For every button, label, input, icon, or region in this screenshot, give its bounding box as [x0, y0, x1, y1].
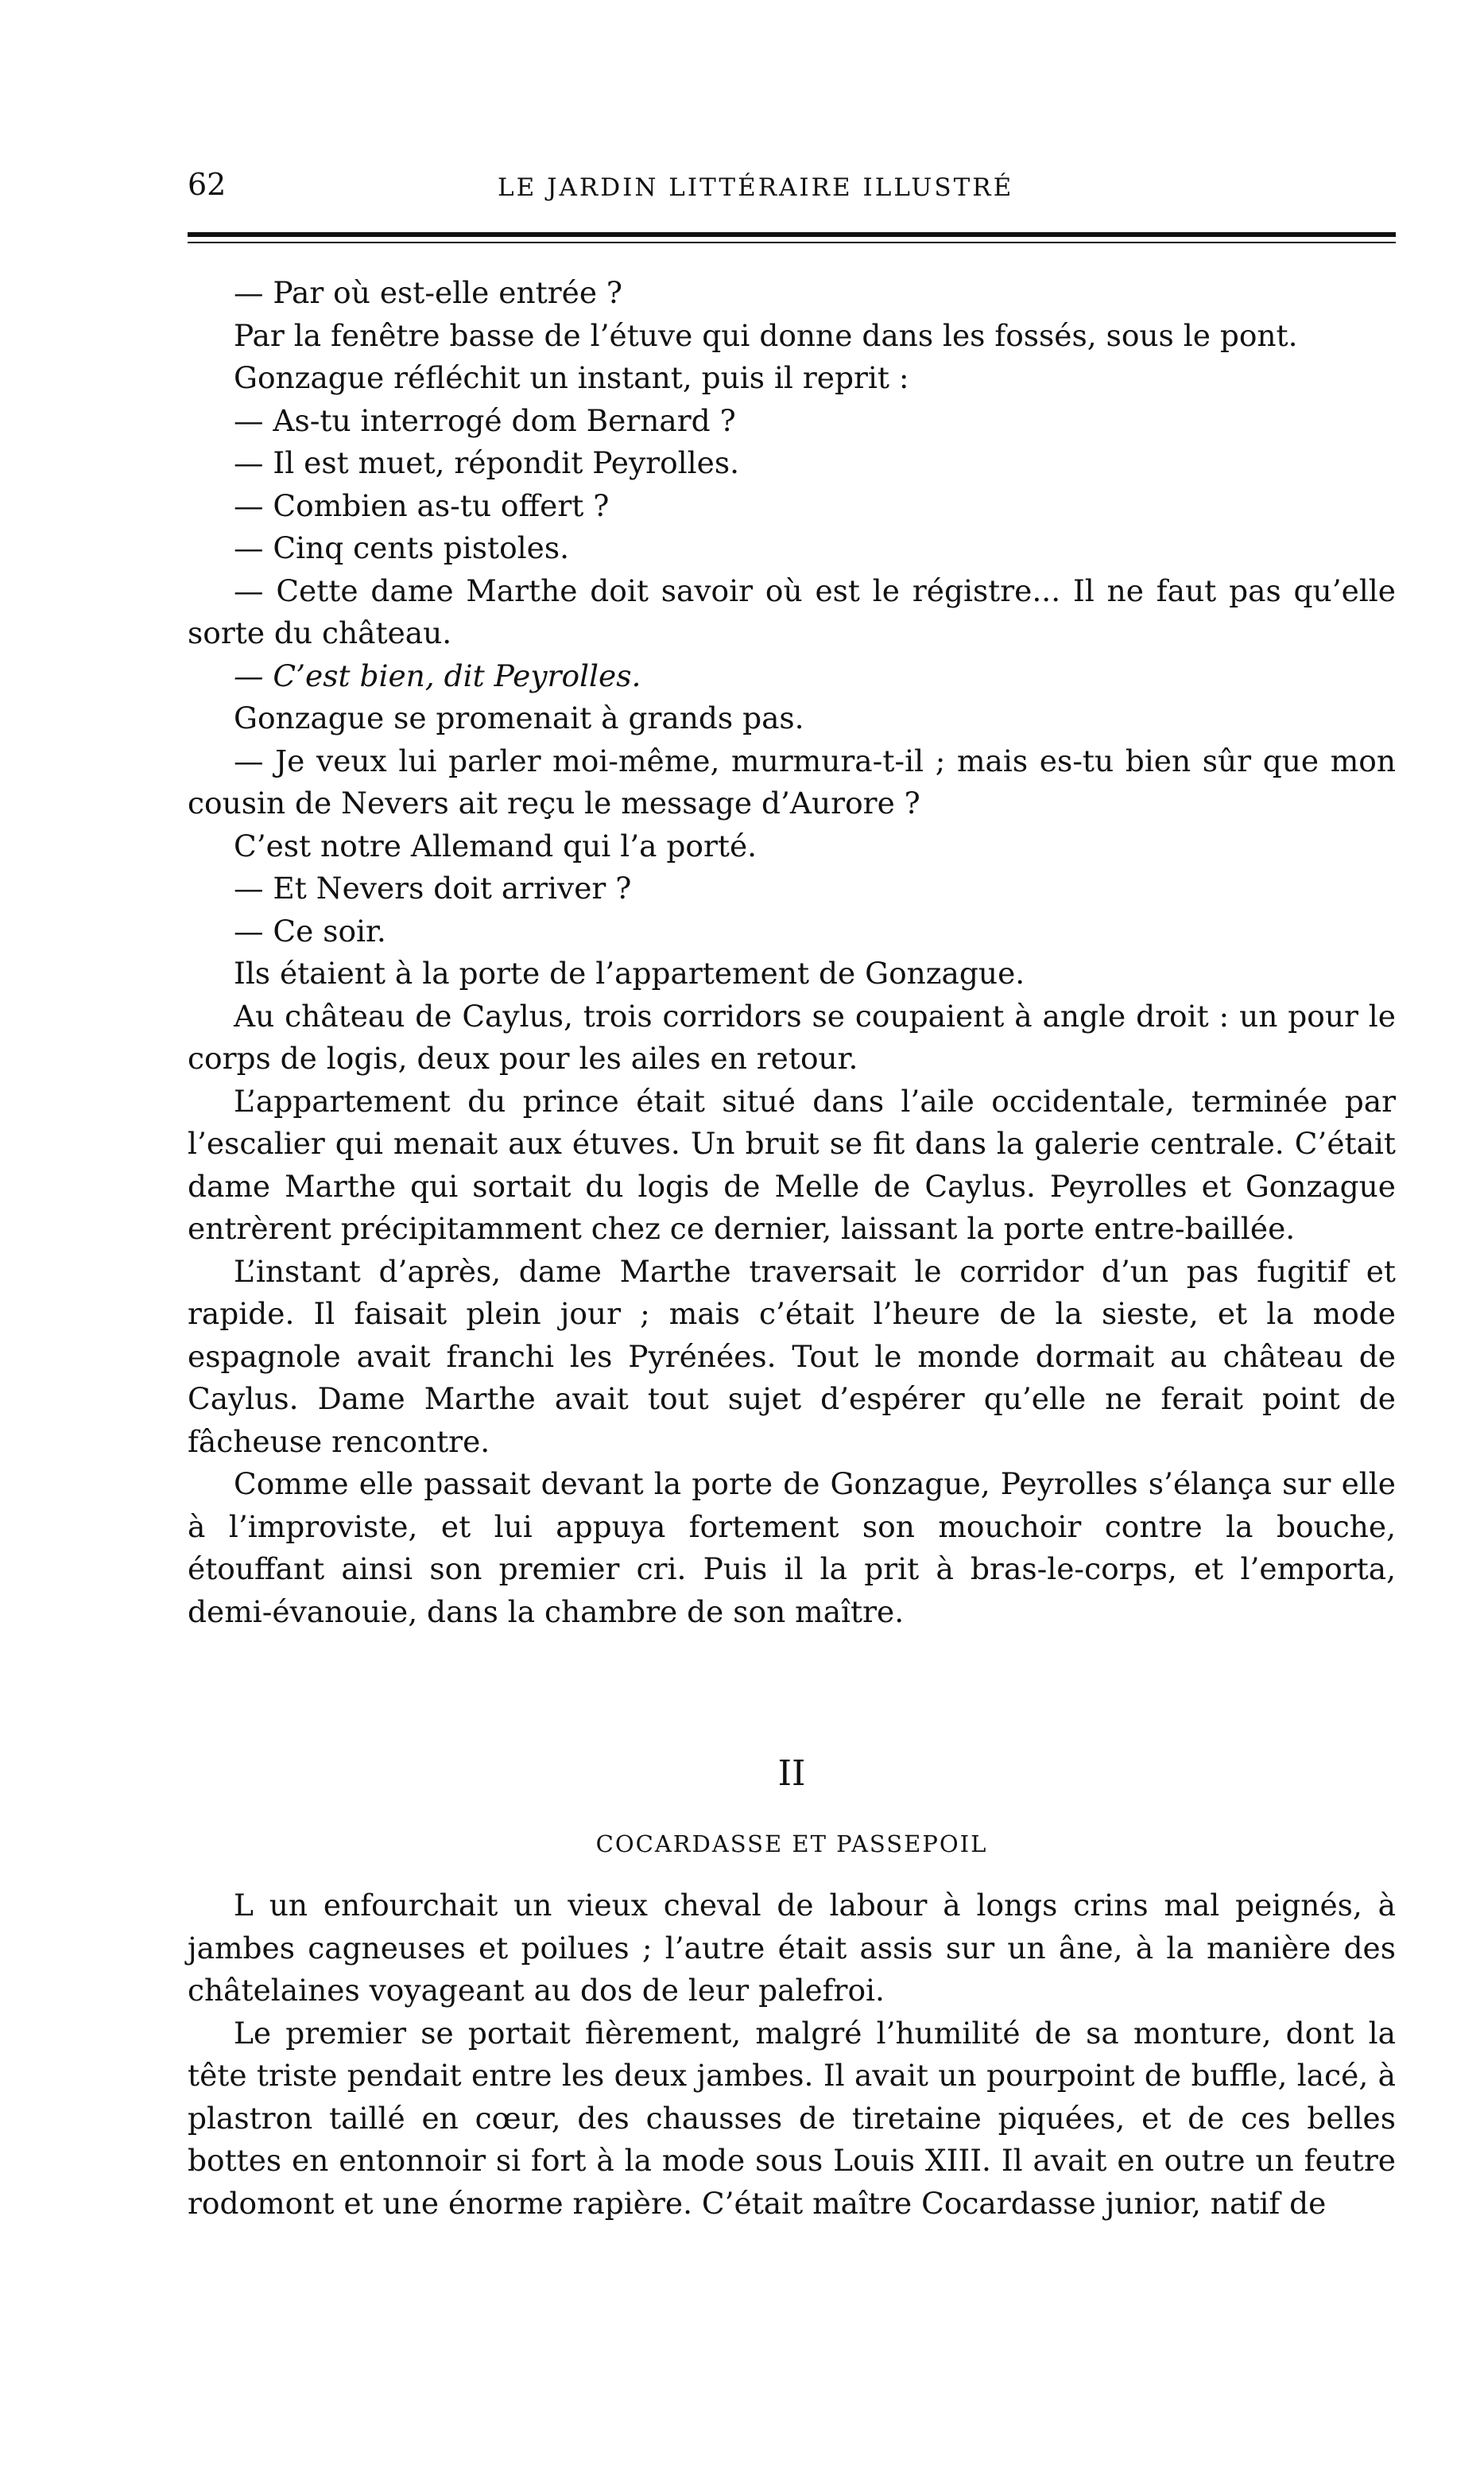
header-rule-thick [188, 232, 1396, 237]
paragraph: L’appartement du prince était situé dans l’aile occidentale, terminée par l’escalier qui menait aux étuves. Un bruit se fit dans la galerie centrale. C’était dame Marthe qui sortait du logis de Melle de Caylus. Peyrolles et Gonzague entrèrent précipitamment chez ce dernier, laissant la porte entre-baillée. [188, 1083, 1396, 1246]
chapter-title: COCARDASSE ET PASSEPOIL [595, 1830, 988, 1857]
paragraph: — C’est bien, dit Peyrolles. [234, 658, 641, 693]
main-text [188, 272, 1396, 1633]
paragraph: — Cette dame Marthe doit savoir où est le régistre... Il ne faut pas qu’elle sorte du château. [188, 572, 1396, 650]
paragraph: C’est notre Allemand qui l’a porté. [234, 828, 757, 863]
paragraph: Au château de Caylus, trois corridors se coupaient à angle droit : un pour le corps de logis, deux pour les ailes en retour. [188, 998, 1396, 1076]
paragraph: Gonzague se promenait à grands pas. [234, 700, 804, 735]
page-header [188, 167, 1396, 215]
paragraph: Ils étaient à la porte de l’appartement de Gonzague. [234, 956, 1025, 991]
paragraph: — Il est muet, répondit Peyrolles. [234, 445, 739, 480]
paragraph: — Cinq cents pistoles. [234, 530, 570, 565]
paragraph: Par la fenêtre basse de l’étuve qui donne dans les fossés, sous le pont. [234, 317, 1298, 353]
paragraph: — Combien as-tu offert ? [234, 487, 610, 523]
chapter-text [188, 1884, 1396, 2225]
paragraph: — Et Nevers doit arriver ? [234, 871, 632, 906]
paragraph: L un enfourchait un vieux cheval de labour à longs crins mal peignés, à jambes cagneuses et poilues ; l’autre était assis sur un âne, à la manière des châtelaines voyageant au dos de leur palefroi. [188, 1888, 1396, 2008]
paragraph: — Je veux lui parler moi-même, murmura-t-il ; mais es-tu bien sûr que mon cousin de Nevers ait reçu le message d’Aurore ? [188, 743, 1396, 821]
page-number: 62 [188, 167, 227, 202]
paragraph: Le premier se portait fièrement, malgré l’humilité de sa monture, dont la tête triste pendait entre les deux jambes. Il avait un pourpoint de buffle, lacé, à plastron taillé en cœur, des chausses de tiretaine piquées, et de ces belles bottes en entonnoir si fort à la mode sous Louis XIII. Il avait en outre un feutre rodomont et une énorme rapière. C’était maître Cocardasse junior, natif de [188, 2015, 1396, 2221]
paragraph: Gonzague réfléchit un instant, puis il reprit : [234, 360, 909, 395]
paragraph: — As-tu interrogé dom Bernard ? [234, 402, 736, 438]
header-rule-thin [188, 242, 1396, 243]
paragraph: Comme elle passait devant la porte de Gonzague, Peyrolles s’élança sur elle à l’improviste, et lui appuya fortement son mouchoir contre la bouche, étouffant ainsi son premier cri. Puis il la prit à bras-le-corps, et l’emporta, demi-évanouie, dans la chambre de son maître. [188, 1466, 1396, 1629]
paragraph: — Ce soir. [234, 913, 386, 949]
chapter-number: II [777, 1753, 806, 1794]
running-title: LE JARDIN LITTÉRAIRE ILLUSTRÉ [498, 173, 1014, 202]
paragraph: — Par où est-elle entrée ? [234, 275, 623, 310]
paragraph: L’instant d’après, dame Marthe traversait le corridor d’un pas fugitif et rapide. Il faisait plein jour ; mais c’était l’heure de la sieste, et la mode espagnole avait franchi les Pyrénées. Tout le monde dormait au château de Caylus. Dame Marthe avait tout sujet d’espérer qu’elle ne ferait point de fâcheuse rencontre. [188, 1253, 1396, 1459]
